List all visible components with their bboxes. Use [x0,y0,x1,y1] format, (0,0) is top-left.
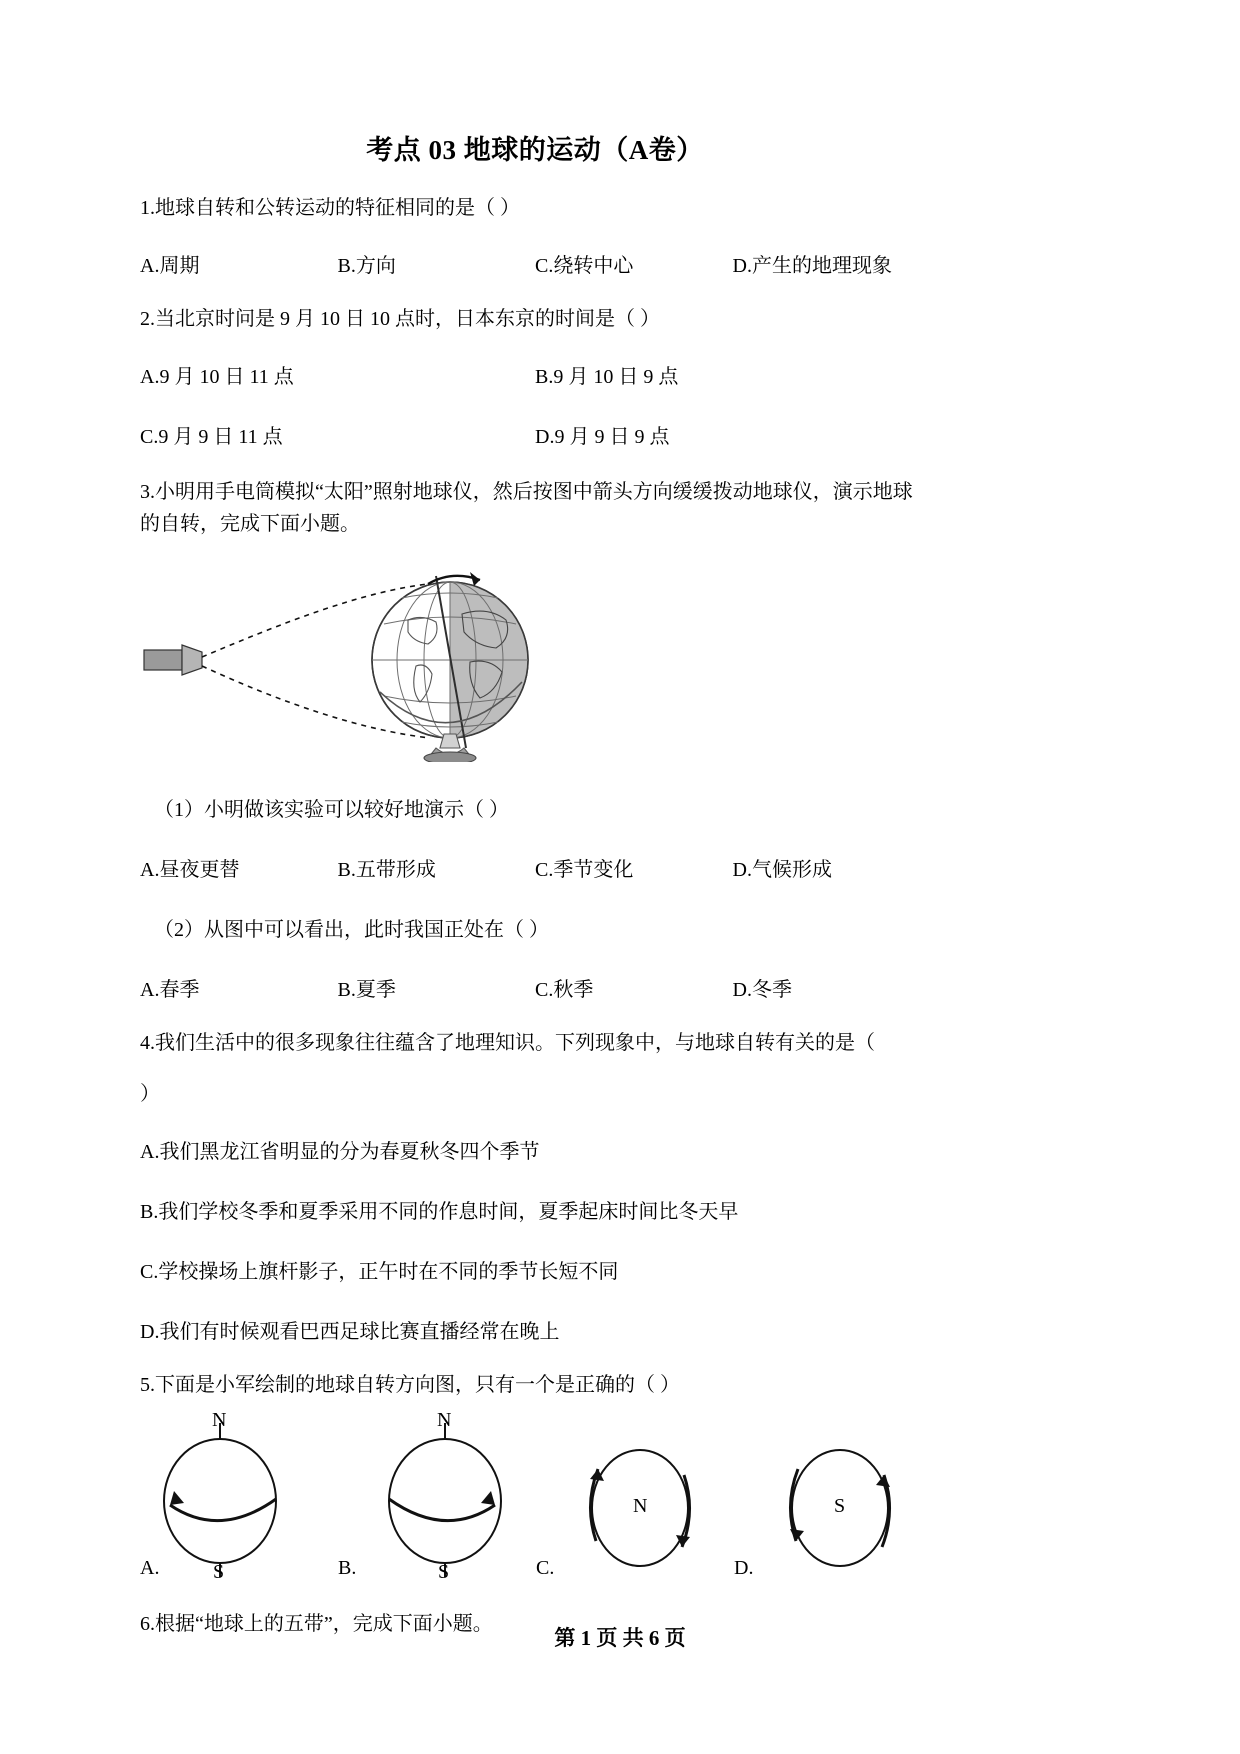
page-content [140,0,930,1634]
option-c[interactable]: C.秋季 [535,979,594,1002]
option-b[interactable]: B.夏季 [337,979,396,1002]
diagram-d-pole-label: S [834,1495,846,1518]
globe-flashlight-figure [140,562,930,762]
globe-illustration [140,562,560,762]
diagram-a-caption: A. [140,1557,160,1580]
option-c[interactable]: C.季节变化 [535,859,634,882]
diagram-c-caption: C. [536,1557,555,1580]
page-footer: 第 1 页 共 6 页 [554,1626,686,1650]
question-2-options-row1 [140,360,930,389]
question-5-stem: 5.下面是小军绘制的地球自转方向图，只有一个是正确的（ ） [140,1374,680,1397]
option-b[interactable]: B.9 月 10 日 9 点 [535,366,679,388]
option-d[interactable]: D.气候形成 [732,859,832,882]
option-d[interactable]: D.冬季 [732,979,792,1002]
diagram-a-north-label: N [212,1409,227,1432]
diagram-c-pole-label: N [633,1495,648,1518]
question-1-stem: 1.地球自转和公转运动的特征相同的是（ ） [140,197,520,219]
diagram-b-south-label: S [438,1561,450,1584]
option-b[interactable]: B.五带形成 [337,859,436,882]
rotation-direction-diagrams [140,1413,930,1583]
question-4-option-b[interactable]: B.我们学校冬季和夏季采用不同的作息时间，夏季起床时间比冬天早 [140,1201,739,1224]
question-2-options-row2 [140,420,930,449]
option-a[interactable]: A.昼夜更替 [140,859,240,882]
diagram-b [389,1423,501,1577]
diagram-b-caption: B. [338,1557,357,1580]
option-a[interactable]: A.春季 [140,979,200,1002]
diagram-a-south-label: S [213,1561,225,1584]
question-3-stem: 3.小明用手电筒模拟“太阳”照射地球仪，然后按图中箭头方向缓缓拨动地球仪，演示地球的自转，完成下面小题。 [140,481,913,535]
diagram-b-north-label: N [437,1409,452,1432]
question-3-sub-1-stem: （1）小明做该实验可以较好地演示（ ） [154,799,509,822]
question-4-stem-continued: ） [140,1083,160,1106]
question-4-option-c[interactable]: C.学校操场上旗杆影子，正午时在不同的季节长短不同 [140,1261,619,1284]
question-4-option-a[interactable]: A.我们黑龙江省明显的分为春夏秋冬四个季节 [140,1141,540,1164]
globe-stand [424,734,476,762]
page-title: 考点 03 地球的运动（A卷） [366,135,704,165]
question-3-sub-2-options [140,973,930,1002]
flashlight-icon [144,645,202,675]
globe-sphere [372,572,528,748]
question-4-stem: 4.我们生活中的很多现象往往蕴含了地理知识。下列现象中，与地球自转有关的是（ [140,1032,875,1055]
option-a[interactable]: A.9 月 10 日 11 点 [140,366,294,388]
diagram-d-caption: D. [734,1557,754,1580]
option-b[interactable]: B.方向 [337,255,396,277]
option-d[interactable]: D.产生的地理现象 [732,255,892,277]
question-5-diagrams [140,1409,930,1584]
option-c[interactable]: C.9 月 9 日 11 点 [140,426,283,448]
question-3-sub-2-stem: （2）从图中可以看出，此时我国正处在（ ） [154,919,549,942]
question-4-option-d[interactable]: D.我们有时候观看巴西足球比赛直播经常在晚上 [140,1321,560,1344]
question-1-options [140,249,930,278]
option-d[interactable]: D.9 月 9 日 9 点 [535,426,670,448]
option-c[interactable]: C.绕转中心 [535,255,634,277]
diagram-a [164,1423,276,1577]
question-3-sub-1-options [140,853,930,882]
question-2-stem: 2.当北京时问是 9 月 10 日 10 点时，日本东京的时间是（ ） [140,308,660,330]
question-6-stem: 6.根据“地球上的五带”，完成下面小题。 [140,1613,493,1636]
option-a[interactable]: A.周期 [140,255,200,277]
